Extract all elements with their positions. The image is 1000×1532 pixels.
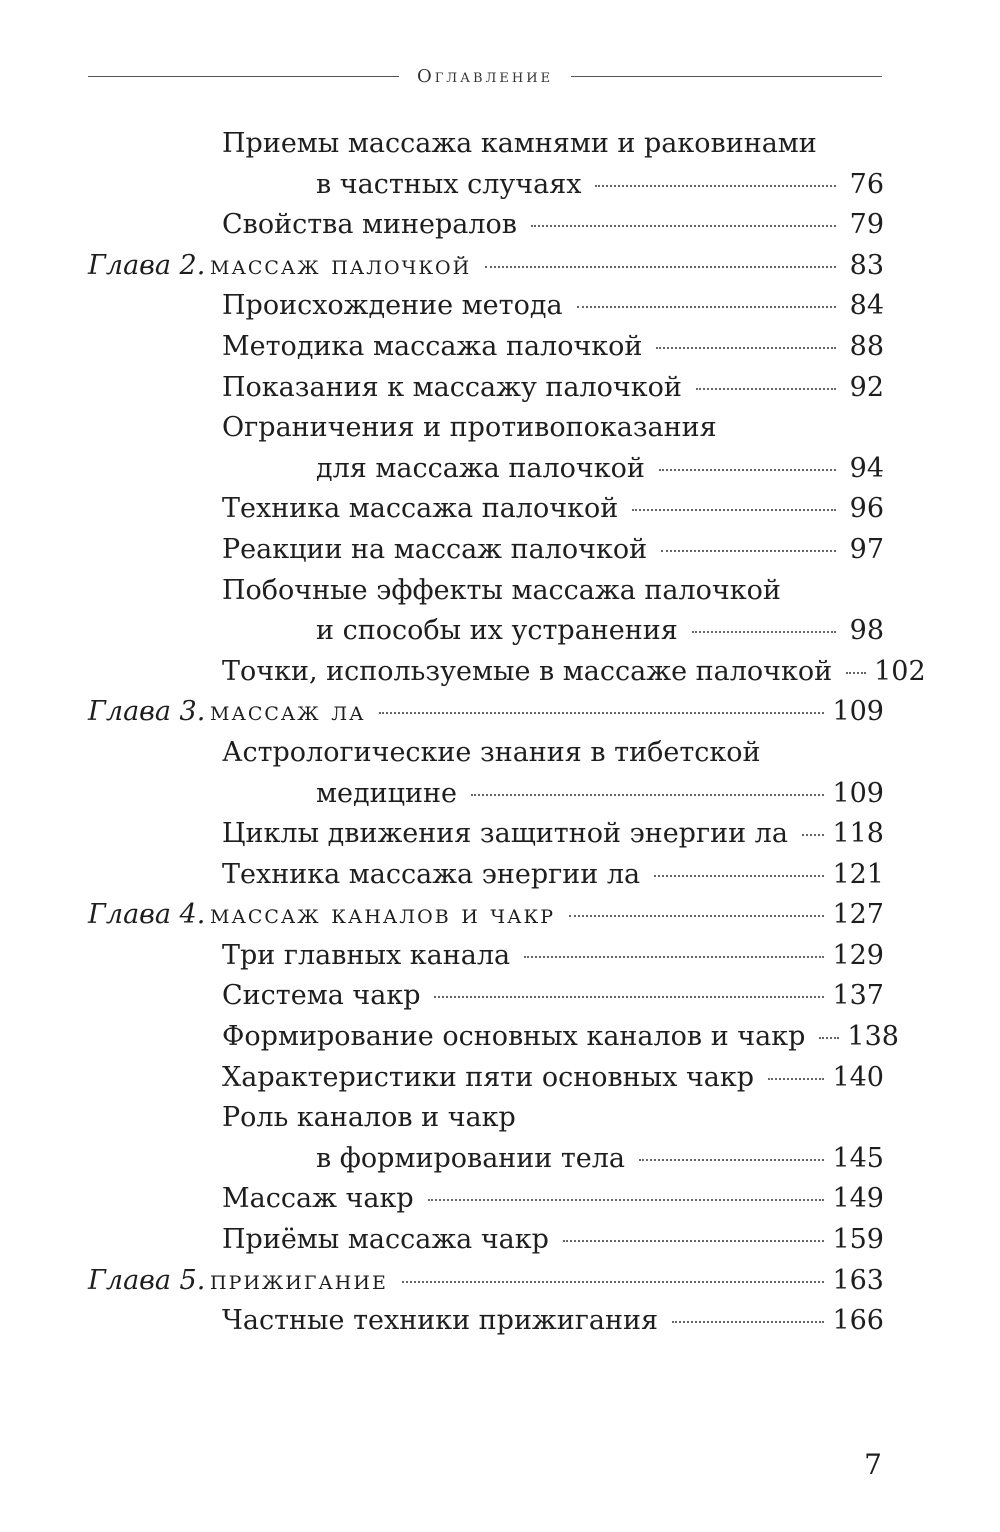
page-ref: 163 (832, 1264, 884, 1296)
toc-entry-row (88, 368, 884, 409)
toc-entry-row (88, 530, 884, 571)
toc-entry-row (88, 774, 884, 815)
chapter-title-line (210, 246, 884, 287)
page-ref: 138 (847, 1021, 899, 1053)
chapter-label: Глава 2. (88, 249, 206, 281)
page-ref: 109 (832, 777, 884, 809)
toc-entry-row (88, 489, 884, 530)
dot-leader (768, 1078, 824, 1080)
page-number: 7 (864, 1448, 882, 1481)
header-rule-left (88, 76, 399, 77)
dot-leader (846, 672, 866, 674)
entry-title: Техника массажа энергии ла (222, 858, 641, 890)
dot-leader (563, 1240, 825, 1242)
chapter-title: прижигание (210, 1264, 388, 1296)
dot-leader (661, 550, 836, 552)
page-ref: 94 (849, 452, 884, 484)
entry-title: Происхождение метода (222, 290, 563, 322)
toc-entry-row (88, 855, 884, 896)
toc-entry-row (88, 733, 884, 774)
chapter-title-line (210, 692, 884, 733)
entry-line (316, 449, 884, 490)
toc-entry-row (88, 1098, 884, 1139)
dot-leader (434, 996, 824, 998)
entry-title: Роль каналов и чакр (222, 1102, 516, 1134)
page-ref: 140 (832, 1061, 884, 1093)
entry-line (222, 976, 884, 1017)
toc-entry-row (88, 1301, 884, 1342)
dot-leader (632, 509, 836, 511)
toc-entry-row (88, 1179, 884, 1220)
entry-line (222, 652, 926, 693)
chapter-title: массаж ла (210, 696, 366, 728)
entry-title: Циклы движения защитной энергии ла (222, 818, 788, 850)
page-ref: 92 (849, 371, 884, 403)
page-ref: 83 (849, 249, 884, 281)
toc-chapter-row (88, 895, 884, 936)
page-ref: 118 (832, 818, 884, 850)
toc-entry-row (88, 936, 884, 977)
page-ref: 88 (849, 330, 884, 362)
toc-entry-row (88, 327, 884, 368)
page-ref: 98 (849, 615, 884, 647)
page-ref: 159 (832, 1224, 884, 1256)
toc-entry-row (88, 571, 884, 612)
chapter-title-line (210, 1261, 884, 1302)
entry-line (222, 286, 884, 327)
toc-entry-row (88, 124, 884, 165)
chapter-label: Глава 4. (88, 899, 206, 931)
dot-leader (802, 834, 825, 836)
page-ref: 121 (832, 858, 884, 890)
dot-leader (692, 631, 836, 633)
entry-title: Побочные эффекты массажа палочкой (222, 574, 781, 606)
toc-chapter-row (88, 692, 884, 733)
page-ref: 127 (832, 899, 884, 931)
dot-leader (524, 956, 824, 958)
toc-entry-row (88, 205, 884, 246)
entry-line (222, 855, 884, 896)
entry-line (222, 327, 884, 368)
entry-line (222, 936, 884, 977)
page-ref: 84 (849, 290, 884, 322)
chapter-label: Глава 5. (88, 1264, 206, 1296)
header-title: Оглавление (416, 65, 554, 87)
chapter-label: Глава 3. (88, 696, 206, 728)
entry-line (222, 733, 761, 774)
toc-chapter-row (88, 246, 884, 287)
toc-entry-row (88, 408, 884, 449)
entry-line (222, 408, 717, 449)
dot-leader (428, 1199, 825, 1201)
entry-line (222, 814, 884, 855)
page-ref: 149 (832, 1183, 884, 1215)
entry-line (222, 368, 884, 409)
dot-leader (485, 266, 836, 268)
toc-entry-row (88, 1220, 884, 1261)
entry-title: Приемы массажа камнями и раковинами (222, 128, 817, 159)
dot-leader (531, 225, 836, 227)
page-ref: 166 (832, 1305, 884, 1337)
toc-entry-row (88, 1058, 884, 1099)
entry-line (316, 774, 884, 815)
dot-leader (696, 388, 836, 390)
entry-title: в частных случаях (316, 168, 582, 200)
dot-leader (577, 306, 836, 308)
entry-title: в формировании тела (316, 1142, 626, 1174)
running-header (88, 62, 882, 90)
entry-line (222, 1058, 884, 1099)
entry-line (222, 124, 817, 165)
entry-title: Система чакр (222, 980, 421, 1012)
entry-title: Формирование основных каналов и чакр (222, 1021, 806, 1053)
entry-line (222, 1179, 884, 1220)
toc-entry-row (88, 286, 884, 327)
page-ref: 76 (849, 168, 884, 200)
dot-leader (595, 185, 836, 187)
toc-entry-row (88, 652, 926, 693)
entry-title: Точки, используемые в массаже палочкой (222, 655, 833, 687)
page-ref: 97 (849, 533, 884, 565)
page-ref: 109 (832, 696, 884, 728)
entry-title: Частные техники прижигания (222, 1305, 659, 1337)
page-ref: 129 (832, 939, 884, 971)
page-ref: 137 (832, 980, 884, 1012)
toc-chapter-row (88, 1261, 884, 1302)
chapter-title: массаж палочкой (210, 249, 472, 281)
dot-leader (639, 1159, 824, 1161)
chapter-title-line (210, 895, 884, 936)
entry-title: для массажа палочкой (316, 452, 645, 484)
entry-line (222, 1017, 899, 1058)
entry-line (222, 1220, 884, 1261)
header-rule-right (571, 76, 882, 77)
dot-leader (569, 915, 824, 917)
toc-entry-row (88, 1017, 899, 1058)
entry-line (222, 571, 781, 612)
entry-title: Свойства минералов (222, 209, 518, 241)
toc-entry-row (88, 165, 884, 206)
dot-leader (379, 712, 824, 714)
entry-title: Показания к массажу палочкой (222, 371, 682, 403)
entry-title: Характеристики пяти основных чакр (222, 1061, 755, 1093)
table-of-contents (88, 124, 926, 1342)
toc-entry-row (88, 449, 884, 490)
entry-line (222, 1301, 884, 1342)
dot-leader (654, 875, 824, 877)
dot-leader (471, 794, 825, 796)
dot-leader (659, 469, 836, 471)
entry-title: и способы их устранения (316, 615, 678, 647)
page-ref: 96 (849, 493, 884, 525)
entry-line (222, 1098, 516, 1139)
entry-title: Астрологические знания в тибетской (222, 736, 761, 768)
entry-line (316, 1139, 884, 1180)
entry-title: Техника массажа палочкой (222, 493, 619, 525)
entry-title: Реакции на массаж палочкой (222, 533, 648, 565)
dot-leader (819, 1037, 839, 1039)
dot-leader (672, 1321, 824, 1323)
entry-line (222, 530, 884, 571)
page-ref: 79 (849, 209, 884, 241)
page-ref: 145 (832, 1142, 884, 1174)
toc-entry-row (88, 611, 884, 652)
entry-title: медицине (316, 777, 457, 809)
page-ref: 102 (874, 655, 926, 687)
dot-leader (402, 1281, 825, 1283)
chapter-title: массаж каналов и чакр (210, 899, 555, 931)
entry-line (316, 165, 884, 206)
toc-entry-row (88, 1139, 884, 1180)
entry-line (222, 205, 884, 246)
toc-entry-row (88, 976, 884, 1017)
toc-entry-row (88, 814, 884, 855)
entry-title: Три главных канала (222, 939, 511, 971)
dot-leader (656, 347, 836, 349)
entry-line (316, 611, 884, 652)
entry-title: Методика массажа палочкой (222, 330, 643, 362)
entry-line (222, 489, 884, 530)
entry-title: Ограничения и противопоказания (222, 412, 717, 444)
entry-title: Приёмы массажа чакр (222, 1224, 549, 1256)
entry-title: Массаж чакр (222, 1183, 414, 1215)
